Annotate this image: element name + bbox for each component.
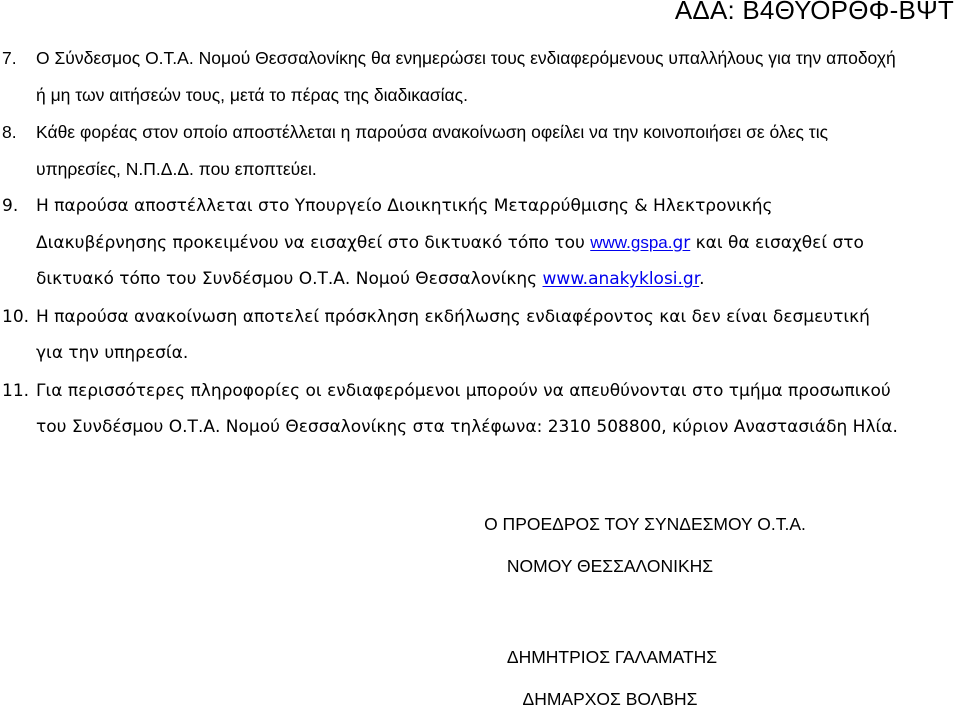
- signature-name: ΔΗΜΗΤΡΙΟΣ ΓΑΛΑΜΑΤΗΣ: [506, 647, 718, 667]
- item-8: [0, 114, 900, 187]
- item-text-part: και θα εισαχθεί στο δικτυακό τόπο του Συνδέσμου Ο.Τ.Α. Νομού Θεσσαλονίκης: [36, 232, 864, 289]
- anakyklosi-link-text[interactable]: www.anakyklosi.gr: [542, 269, 700, 289]
- ada-code: ΑΔΑ: Β4ΘΥΟΡΘΦ-ΒΨΤ: [674, 0, 954, 25]
- item-7: [0, 40, 900, 113]
- gspa-link-tld[interactable]: gr: [672, 232, 691, 253]
- anakyklosi-link[interactable]: [543, 269, 700, 289]
- item-text-part: Η παρούσα αποστέλλεται στο Υπουργείο Διοικητικής Μεταρρύθμισης & Ηλεκτρονικής Διακυβέρνησης προκειμένου να εισαχθεί στο δικτυακό τόπο του: [36, 196, 773, 253]
- signature-office: ΔΗΜΑΡΧΟΣ ΒΟΛΒΗΣ: [522, 689, 698, 709]
- item-text: Κάθε φορέας στον οποίο αποστέλλεται η παρούσα ανακοίνωση οφείλει να την κοινοποιήσει σε όλες τις υπηρεσίες, Ν.Π.Δ.Δ. που εποπτεύει.: [36, 122, 829, 179]
- item-text: Ο Σύνδεσμος Ο.Τ.Α. Νομού Θεσσαλονίκης θα ενημερώσει τους ενδιαφερόμενους υπαλλήλους για την αποδοχή ή μη των αιτήσεών τους, μετά το πέρας της διαδικασίας.: [36, 48, 896, 105]
- gspa-link[interactable]: [590, 233, 690, 253]
- item-text: [36, 188, 900, 298]
- signature-title-line1: Ο ΠΡΟΕΔΡΟΣ ΤΟΥ ΣΥΝΔΕΣΜΟΥ Ο.Τ.Α.: [484, 514, 806, 534]
- item-number: 10.: [2, 306, 30, 327]
- gspa-link-main[interactable]: www.gspa.: [590, 232, 673, 252]
- item-10: [0, 299, 900, 372]
- item-9: [0, 188, 900, 298]
- item-text: Η παρούσα ανακοίνωση αποτελεί πρόσκληση εκδήλωσης ενδιαφέροντος και δεν είναι δεσμευτική για την υπηρεσία.: [36, 306, 870, 363]
- item-number: 9.: [2, 196, 19, 216]
- item-number: 11.: [2, 380, 30, 401]
- item-text-part: .: [699, 269, 705, 289]
- item-number: 8.: [2, 122, 17, 142]
- announcement-items: [0, 40, 900, 447]
- item-11: [0, 373, 900, 446]
- item-number: 7.: [2, 48, 17, 68]
- item-text: Για περισσότερες πληροφορίες οι ενδιαφερόμενοι μπορούν να απευθύνονται στο τμήμα προσωπικού του Συνδέσμου Ο.Τ.Α. Νομού Θεσσαλονίκης στα τηλέφωνα: 2310 508800, κύριον Αναστασιάδη Ηλία.: [36, 380, 898, 437]
- signature-title-line2: ΝΟΜΟΥ ΘΕΣΣΑΛΟΝΙΚΗΣ: [506, 556, 714, 576]
